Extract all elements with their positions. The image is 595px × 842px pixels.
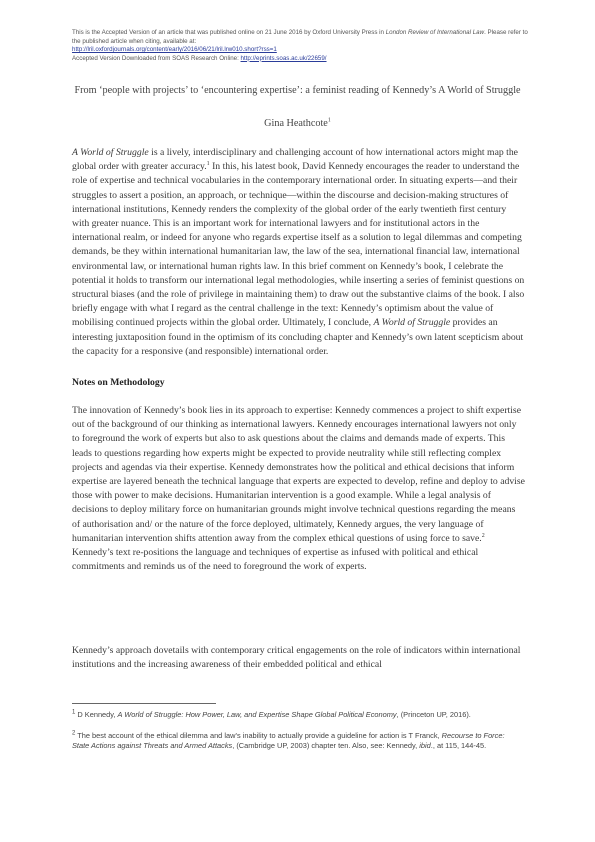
paragraph-text: Kennedy’s text re-positions the language and techniques of expertise as infused with political and ethical commitments and reminds us of the need to foreground the work of experts. (72, 547, 479, 573)
ibid-text: ibid (419, 741, 431, 751)
cited-title: A World of Struggle: How Power, Law, and Expertise Shape Global Political Economy (117, 710, 397, 719)
approach-paragraph: Kennedy’s approach dovetails with contemporary critical engagements on the role of indicators within international institutions and the increasing awareness of their embedded political and ethical (72, 645, 521, 671)
footnote-text: ., at 115, 144-45. (430, 741, 487, 751)
book-title: A World of Struggle (373, 317, 451, 329)
author-footnote-mark: 1 (327, 117, 331, 124)
footnote-number: 2 (72, 730, 76, 737)
article-title: From ‘people with projects’ to ‘encountering expertise’: a feminist reading of Kennedy’s A World of Struggle (74, 85, 521, 96)
paragraph-text: In this, his latest book, David Kennedy encourages the reader to understand the role of expertise and technical vocabularies in the contemporary international order. In situating experts—and their struggles to assert a position, an approach, or technique—within the discourse and decision-making structures of international institutions, Kennedy renders the complexity of the global order of the early twentieth first century with greater nuance. This is an important work for international lawyers and for institutional actors in the international realm, or indeed for anyone who regards expertise itself as a solution to legal dilemmas and competing demands, be they within international humanitarian law, the law of the sea, international financial law, international environmental law, or international human rights law. In this brief comment on Kennedy’s book, I celebrate the potential it holds to transform our international legal methodologies, while inserting a series of feminist questions on structural biases (and the role of privilege in maintaining them) to draw out the substantive claims of the book. I also briefly engage with what I regard as the central challenge in the text: Kennedy’s optimism about the value of mobilising continued projects within the global order. Ultimately, I conclude, (72, 161, 525, 329)
footnote-text: , (Princeton UP, 2016). (396, 710, 471, 719)
download-notice: Accepted Version Downloaded from SOAS Research Online: (72, 54, 241, 62)
footnote-ref-1[interactable]: 1 (206, 160, 210, 167)
footnote-divider (72, 703, 216, 704)
paragraph-text: is a lively, interdisciplinary and challenging account of how international actors might map the global order with greater accuracy. (72, 147, 518, 173)
footnote-text: D Kennedy, (75, 710, 118, 719)
paragraph-text: The innovation of Kennedy’s book lies in its approach to expertise: Kennedy commences a project to shift expertise out of the background of our thinking as international lawyers. Kennedy encourages international lawyers not only to foreground the work of experts but also to ask questions about the claims and demands made of experts. This leads to questions regarding how experts might be expected to provide neutrality while still reflecting complex projects and agendas via their expertise. Kennedy demonstrates how the political and ethical decisions that inform expertise are layered beneath the technical language that experts are expected to develop, refine and deploy to advise those with power to make decisions. Humanitarian intervention is a good example. While a legal analysis of decisions to deploy military force on humanitarian grounds might involve technical questions regarding the means of authorisation and/ or the nature of the force deployed, ultimately, Kennedy argues, the very language of humanitarian intervention shifts attention away from the complex ethical questions of using force to save. (72, 405, 525, 544)
soas-link[interactable]: http://eprints.soas.ac.uk/22659/ (240, 54, 327, 62)
footnote-1 (72, 710, 522, 720)
footnote-text: The best account of the ethical dilemma and law’s inability to actually provide a guideline for action is T Franck, (75, 731, 442, 740)
paragraph-text: provides an interesting juxtaposition found in the optimism of its concluding chapter and Kennedy’s own latent scepticism about the capacity for a responsive (and responsible) international order. (72, 317, 524, 357)
notice-text: This is the Accepted Version of an article that was published online on 21 June 2016 by Oxford University Press in (72, 29, 386, 36)
journal-name: London Review of International Law (385, 29, 485, 36)
accepted-version-notice (72, 29, 532, 63)
author-line (72, 118, 523, 129)
footnote-number: 1 (72, 709, 76, 716)
book-title: A World of Struggle (72, 147, 149, 158)
intro-paragraph (72, 146, 525, 359)
author-name: Gina Heathcote (264, 118, 328, 129)
footnote-ref-2[interactable]: 2 (481, 532, 485, 539)
cited-title: Recourse to Force: State Actions against Threats and Armed Attacks (72, 731, 505, 751)
notice-text-cont: . Please refer to the published article when citing, available at: (72, 29, 528, 45)
article-link[interactable]: http://lril.oxfordjournals.org/content/early/2016/06/21/lril.lrw010.short?rss=1 (72, 46, 277, 54)
footnote-2 (72, 731, 522, 752)
methodology-paragraph (72, 404, 525, 574)
footnote-text: , (Cambridge UP, 2003) chapter ten. Also, see: Kennedy, (232, 741, 420, 751)
section-heading: Notes on Methodology (72, 377, 165, 388)
